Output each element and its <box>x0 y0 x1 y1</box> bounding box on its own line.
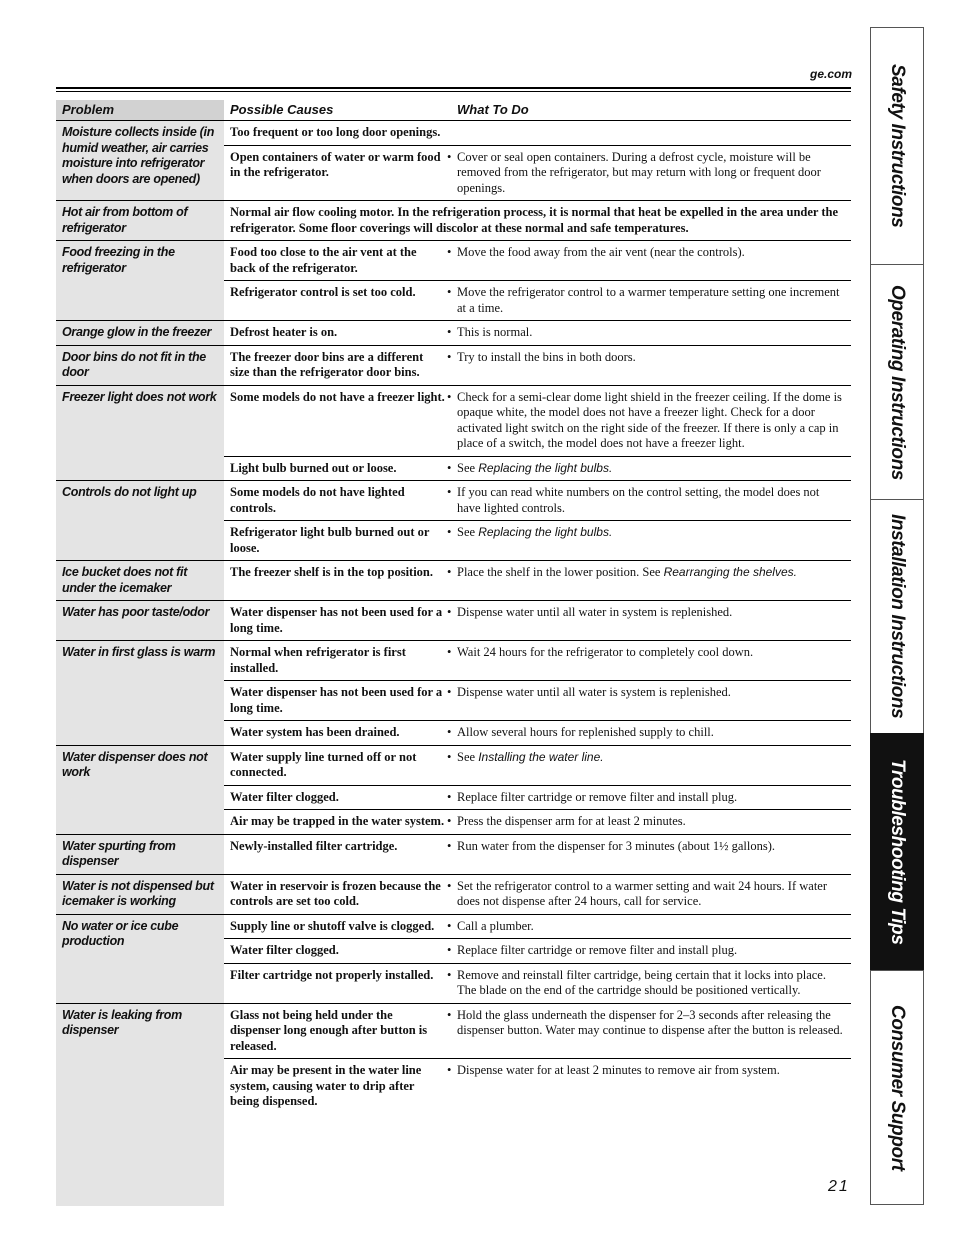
cause-cell: Water filter clogged. <box>224 785 451 810</box>
cause-cell: Supply line or shutoff valve is clogged. <box>224 914 451 939</box>
tab-label: Operating Instructions <box>887 284 908 480</box>
troubleshooting-table <box>56 100 851 1114</box>
cause-cell: The freezer door bins are a different size than the refrigerator door bins. <box>224 345 451 385</box>
table-row <box>56 481 851 521</box>
cause-cell: Filter cartridge not properly installed. <box>224 963 451 1003</box>
todo-cell: • If you can read white numbers on the control setting, the model does not have lighted controls. <box>451 481 851 521</box>
todo-cell: • Move the food away from the air vent (near the controls). <box>451 241 851 281</box>
tab-safety-instructions[interactable] <box>870 27 924 265</box>
problem-cell: Water in first glass is warm <box>56 641 224 746</box>
problem-cell: No water or ice cube production <box>56 914 224 1003</box>
cause-cell: Glass not being held under the dispenser long enough after button is released. <box>224 1003 451 1059</box>
table-row <box>56 385 851 456</box>
todo-cell: • Place the shelf in the lower position. See Rearranging the shelves. <box>451 561 851 601</box>
table-row <box>56 745 851 785</box>
todo-cell: • Cover or seal open containers. During a defrost cycle, moisture will be removed from the refrigerator, but may return with long or frequent door openings. <box>451 145 851 201</box>
cause-cell: Defrost heater is on. <box>224 321 451 346</box>
cause-cell: Refrigerator control is set too cold. <box>224 281 451 321</box>
todo-cell: • Dispense water until all water is system is replenished. <box>451 681 851 721</box>
cause-cell: Refrigerator light bulb burned out or loose. <box>224 521 451 561</box>
todo-cell: • Wait 24 hours for the refrigerator to completely cool down. <box>451 641 851 681</box>
table-row <box>56 121 851 146</box>
table-row <box>56 345 851 385</box>
tab-label: Troubleshooting Tips <box>887 759 908 945</box>
todo-cell: • See Replacing the light bulbs. <box>451 521 851 561</box>
table-row <box>56 241 851 281</box>
table-row <box>56 641 851 681</box>
cause-cell: Open containers of water or warm food in the refrigerator. <box>224 145 451 201</box>
problem-cell: Water spurting from dispenser <box>56 834 224 874</box>
problem-cell: Food freezing in the refrigerator <box>56 241 224 321</box>
problem-cell: Hot air from bottom of refrigerator <box>56 201 224 241</box>
header-todo: What To Do <box>451 100 851 121</box>
tab-troubleshooting-tips[interactable] <box>870 733 924 971</box>
todo-cell: • Run water from the dispenser for 3 minutes (about 1½ gallons). <box>451 834 851 874</box>
header-problem: Problem <box>56 100 224 121</box>
tab-installation-instructions[interactable] <box>870 499 924 734</box>
tab-label: Safety Instructions <box>887 64 908 228</box>
tab-label: Consumer Support <box>887 1004 908 1171</box>
cause-cell: Water dispenser has not been used for a long time. <box>224 601 451 641</box>
table-row <box>56 834 851 874</box>
problem-cell: Moisture collects inside (in humid weather, air carries moisture into refrigerator when doors are opened) <box>56 121 224 201</box>
cause-cell: Too frequent or too long door openings. <box>224 121 451 146</box>
todo-cell: • Move the refrigerator control to a warmer temperature setting one increment at a time. <box>451 281 851 321</box>
todo-cell: • Hold the glass underneath the dispenser for 2–3 seconds after releasing the dispenser button. Water may continue to dispense after the button is released. <box>451 1003 851 1059</box>
page-number: 21 <box>828 1178 850 1195</box>
todo-cell: • Remove and reinstall filter cartridge, being certain that it locks into place. The blade on the end of the cartridge should be positioned vertically. <box>451 963 851 1003</box>
table-row <box>56 561 851 601</box>
cause-cell: Light bulb burned out or loose. <box>224 456 451 481</box>
cause-cell: The freezer shelf is in the top position. <box>224 561 451 601</box>
cause-cell: Food too close to the air vent at the back of the refrigerator. <box>224 241 451 281</box>
todo-cell: • Dispense water until all water in system is replenished. <box>451 601 851 641</box>
cause-cell: Water in reservoir is frozen because the controls are set too cold. <box>224 874 451 914</box>
problem-cell: Orange glow in the freezer <box>56 321 224 346</box>
tab-operating-instructions[interactable] <box>870 264 924 500</box>
cause-cell: Some models do not have lighted controls. <box>224 481 451 521</box>
todo-cell: • Replace filter cartridge or remove filter and install plug. <box>451 939 851 964</box>
section-tabs <box>870 27 926 1205</box>
todo-cell: • Set the refrigerator control to a warmer setting and wait 24 hours. If water does not dispense after 24 hours, call for service. <box>451 874 851 914</box>
cause-cell: Water filter clogged. <box>224 939 451 964</box>
problem-cell: Water is not dispensed but icemaker is working <box>56 874 224 914</box>
cause-cell: Normal when refrigerator is first installed. <box>224 641 451 681</box>
todo-cell: • Try to install the bins in both doors. <box>451 345 851 385</box>
problem-cell: Water has poor taste/odor <box>56 601 224 641</box>
table-row <box>56 914 851 939</box>
problem-cell: Controls do not light up <box>56 481 224 561</box>
cause-cell: Air may be present in the water line system, causing water to drip after being dispensed. <box>230 1063 422 1108</box>
tab-consumer-support[interactable] <box>870 970 924 1205</box>
cause-cell: Water system has been drained. <box>224 721 451 746</box>
todo-cell: • This is normal. <box>451 321 851 346</box>
problem-cell: Ice bucket does not fit under the icemaker <box>56 561 224 601</box>
cause-cell: Newly-installed filter cartridge. <box>224 834 451 874</box>
cause-cell: Some models do not have a freezer light. <box>224 385 451 456</box>
todo-cell: • Dispense water for at least 2 minutes to remove air from system. <box>447 1063 780 1077</box>
cause-cell: Air may be trapped in the water system. <box>224 810 451 835</box>
problem-cell: Water is leaking from dispenser <box>62 1007 182 1037</box>
table-row <box>56 201 851 241</box>
todo-cell: • Check for a semi-clear dome light shield in the freezer ceiling. If the dome is opaque white, the model does not have a freezer light. Check for a door activated light switch on the right side of the freezer. If there is only a cap in place of a switch, the model does not have a freezer light. <box>451 385 851 456</box>
header-rule <box>56 87 851 89</box>
problem-cell: Freezer light does not work <box>56 385 224 481</box>
tab-label: Installation Instructions <box>887 514 908 719</box>
table-header-row <box>56 100 851 121</box>
table-row <box>56 1003 851 1059</box>
todo-cell: • Press the dispenser arm for at least 2 minutes. <box>451 810 851 835</box>
cause-cell: Water dispenser has not been used for a long time. <box>224 681 451 721</box>
todo-cell: • See Replacing the light bulbs. <box>451 456 851 481</box>
table-row <box>56 321 851 346</box>
table-row <box>56 874 851 914</box>
header-causes: Possible Causes <box>224 100 451 121</box>
todo-cell <box>451 121 851 146</box>
site-url: ge.com <box>809 67 852 81</box>
todo-cell: • Replace filter cartridge or remove filter and install plug. <box>451 785 851 810</box>
todo-cell: • Call a plumber. <box>451 914 851 939</box>
problem-cell: Door bins do not fit in the door <box>56 345 224 385</box>
todo-cell: • See Installing the water line. <box>451 745 851 785</box>
todo-cell: • Allow several hours for replenished supply to chill. <box>451 721 851 746</box>
cause-cell: Normal air flow cooling motor. In the refrigeration process, it is normal that heat be expelled in the area under the refrigerator. Some floor coverings will discolor at these normal and safe temperatures. <box>224 201 851 241</box>
table-row <box>56 601 851 641</box>
cause-cell: Water supply line turned off or not connected. <box>224 745 451 785</box>
problem-cell: Water dispenser does not work <box>56 745 224 834</box>
header-rule-thin <box>56 91 851 92</box>
